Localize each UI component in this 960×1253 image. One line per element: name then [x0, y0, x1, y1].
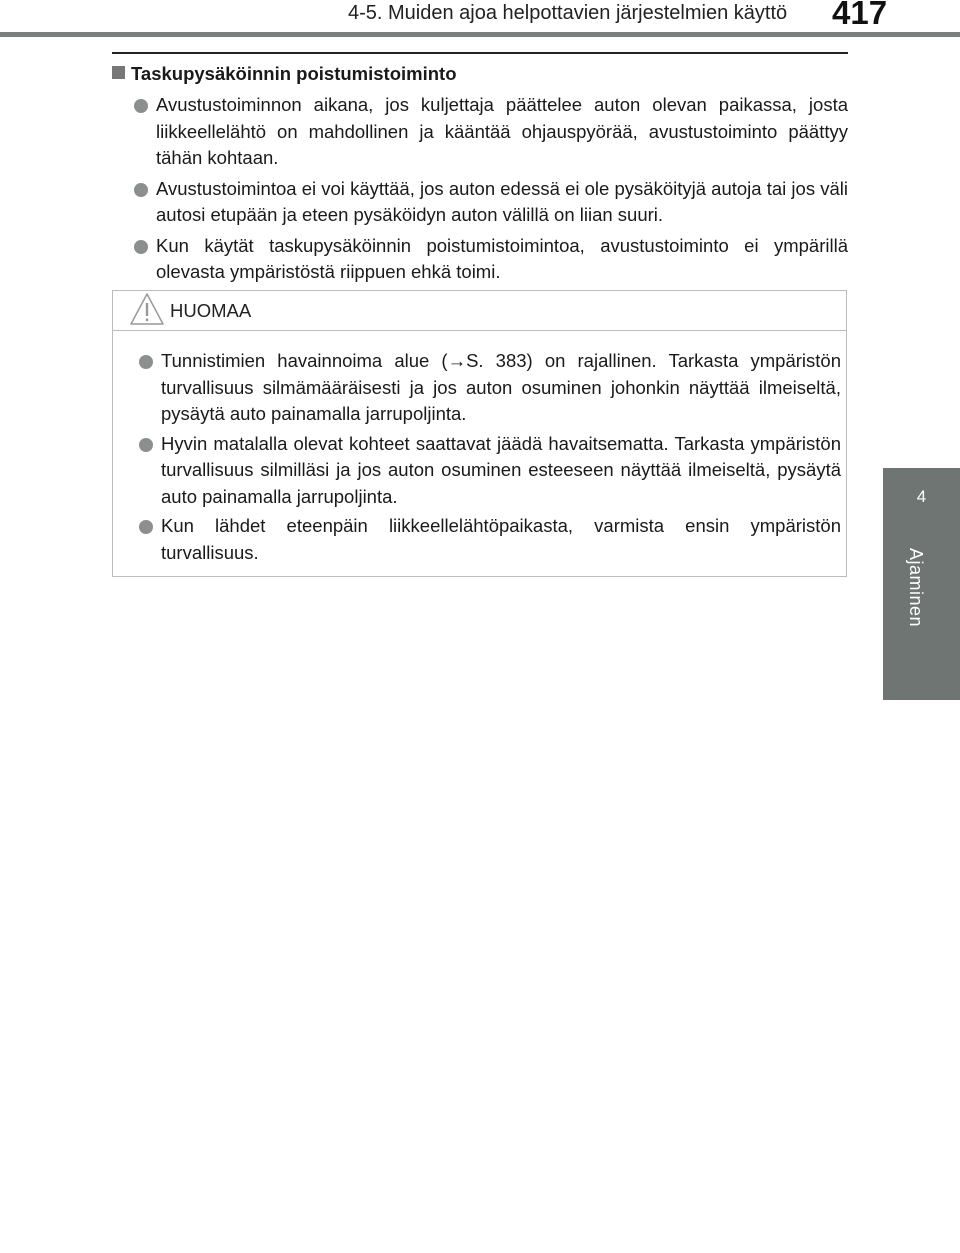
bullet-dot-icon: [139, 520, 153, 534]
list-item-text: Kun käytät taskupysäköinnin poistumistoimintoa, avustustoiminto ei ympärillä olevasta ympäristöstä riippuen ehkä toimi.: [156, 234, 848, 282]
list-item: [139, 431, 841, 511]
list-item: [139, 348, 841, 428]
list-item-text: Avustustoiminnon aikana, jos kuljettaja päättelee auton olevan paikassa, josta liikkeellelähtö on mahdollinen ja kääntää ohjauspyörää, avustustoiminto päättyy tähän kohtaan.: [156, 94, 848, 168]
section-heading: [112, 63, 457, 85]
note-box: [112, 290, 847, 577]
list-item: [134, 176, 848, 229]
page-number: 417: [832, 0, 888, 31]
square-bullet-icon: [112, 66, 125, 79]
list-item: [134, 233, 848, 286]
note-bullet-list: [139, 348, 841, 569]
warning-triangle-icon: [129, 292, 165, 326]
list-item: [134, 92, 848, 172]
list-item-text: Avustustoimintoa ei voi käyttää, jos auton edessä ei ole pysäköityjä autoja tai jos väli autosi etupään ja eteen pysäköidyn auton välillä on liian suuri.: [156, 177, 848, 225]
chapter-number: 4: [916, 487, 927, 506]
content-rule: [112, 52, 848, 54]
chapter-label: Ajaminen: [906, 548, 926, 628]
bullet-dot-icon: [134, 99, 148, 113]
bullet-dot-icon: [134, 183, 148, 197]
header-rule: [0, 32, 960, 37]
bullet-dot-icon: [134, 240, 148, 254]
list-item-text: Kun lähdet eteenpäin liikkeellelähtöpaikasta, varmista ensin ympäristön turvallisuus.: [161, 515, 841, 563]
list-item: [139, 513, 841, 566]
note-title: HUOMAA: [170, 300, 252, 321]
page-header: [0, 0, 960, 40]
section-bullet-list: [134, 92, 848, 290]
header-title: 4-5. Muiden ajoa helpottavien järjestelmien käyttö: [348, 2, 788, 24]
bullet-dot-icon: [139, 355, 153, 369]
note-header: [113, 291, 846, 331]
list-item-text: Tunnistimien havainnoima alue (→S. 383) on rajallinen. Tarkasta ympäristön turvallisuus silmämääräisesti ja jos auton osuminen johonkin näyttää ilmeiseltä, pysäytä auto painamalla jarrupoljinta.: [161, 350, 841, 424]
bullet-dot-icon: [139, 438, 153, 452]
section-heading-text: Taskupysäköinnin poistumistoiminto: [131, 63, 457, 84]
list-item-text: Hyvin matalalla olevat kohteet saattavat jäädä havaitsematta. Tarkasta ympäristön turvallisuus silmilläsi ja jos auton osuminen esteeseen näyttää ilmeiseltä, pysäytä auto painamalla jarrupoljinta.: [161, 432, 841, 507]
